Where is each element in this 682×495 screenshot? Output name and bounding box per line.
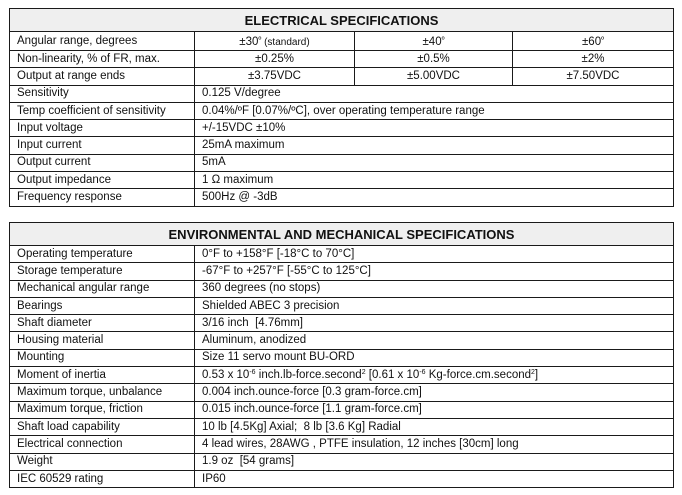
table-row — [10, 246, 674, 263]
row-value: 0.125 V/degree — [195, 85, 674, 102]
row-label: Moment of inertia — [10, 367, 195, 384]
table-row — [10, 154, 674, 171]
electrical-section-title: ELECTRICAL SPECIFICATIONS — [10, 9, 674, 32]
table-row — [10, 297, 674, 314]
row-label: Operating temperature — [10, 246, 195, 263]
row-label: Temp coefficient of sensitivity — [10, 102, 195, 119]
table-row — [10, 280, 674, 297]
table-row — [10, 315, 674, 332]
row-label: Maximum torque, friction — [10, 401, 195, 418]
table-row — [10, 349, 674, 366]
row-label: Mounting — [10, 349, 195, 366]
row-value: 360 degrees (no stops) — [195, 280, 674, 297]
row-label: Input voltage — [10, 120, 195, 137]
row-value: 0.04%/ºF [0.07%/ºC], over operating temperature range — [195, 102, 674, 119]
row-value: 5mA — [195, 154, 674, 171]
row-value: 0.015 inch.ounce-force [1.1 gram-force.cm] — [195, 401, 674, 418]
nonlinearity-60: ±2% — [513, 51, 674, 68]
output-60: ±7.50VDC — [513, 68, 674, 85]
moment-of-inertia-value: 0.53 x $10^{-6}$ inch.lb-force.second$^2$ [0.61 x $10^{-6}$ Kg-force.cm.second$^2$] — [195, 367, 674, 384]
table-row — [10, 51, 674, 68]
table-row — [10, 32, 674, 51]
row-value: 4 lead wires, 28AWG , PTFE insulation, 12 inches [30cm] long — [195, 436, 674, 453]
electrical-specifications-table — [9, 8, 674, 207]
row-label: Input current — [10, 137, 195, 154]
angular-range-30: $\pm 30^º$ (standard) — [195, 32, 355, 51]
environmental-section-title: ENVIRONMENTAL AND MECHANICAL SPECIFICATIONS — [10, 223, 674, 246]
output-40: ±5.00VDC — [355, 68, 513, 85]
table-row — [10, 418, 674, 435]
row-label: Mechanical angular range — [10, 280, 195, 297]
table-row — [10, 68, 674, 85]
row-value: 1.9 oz [54 grams] — [195, 453, 674, 470]
row-label: Sensitivity — [10, 85, 195, 102]
row-value: 10 lb [4.5Kg] Axial; 8 lb [3.6 Kg] Radial — [195, 418, 674, 435]
angular-range-60: $\pm 60^º$ — [513, 32, 674, 51]
row-value: -67°F to +257°F [-55°C to 125°C] — [195, 263, 674, 280]
angular-range-40: $\pm 40^º$ — [355, 32, 513, 51]
table-row — [10, 85, 674, 102]
table-row — [10, 367, 674, 384]
row-value: Aluminum, anodized — [195, 332, 674, 349]
table-row — [10, 401, 674, 418]
row-value: Size 11 servo mount BU-ORD — [195, 349, 674, 366]
row-label: Electrical connection — [10, 436, 195, 453]
row-label: Housing material — [10, 332, 195, 349]
row-label: Output at range ends — [10, 68, 195, 85]
row-label: Non-linearity, % of FR, max. — [10, 51, 195, 68]
row-label: Shaft diameter — [10, 315, 195, 332]
row-value: 0°F to +158°F [-18°C to 70°C] — [195, 246, 674, 263]
row-value: 3/16 inch [4.76mm] — [195, 315, 674, 332]
table-row — [10, 453, 674, 470]
row-value: 1 Ω maximum — [195, 172, 674, 189]
row-value: Shielded ABEC 3 precision — [195, 297, 674, 314]
row-label: Angular range, degrees — [10, 32, 195, 51]
table-row — [10, 172, 674, 189]
row-label: Frequency response — [10, 189, 195, 206]
table-row — [10, 120, 674, 137]
row-label: Shaft load capability — [10, 418, 195, 435]
row-value: 25mA maximum — [195, 137, 674, 154]
nonlinearity-30: ±0.25% — [195, 51, 355, 68]
row-value: IP60 — [195, 470, 674, 487]
row-value: 500Hz @ -3dB — [195, 189, 674, 206]
table-row — [10, 189, 674, 206]
table-row — [10, 332, 674, 349]
nonlinearity-40: ±0.5% — [355, 51, 513, 68]
output-30: ±3.75VDC — [195, 68, 355, 85]
row-value: 0.004 inch.ounce-force [0.3 gram-force.cm] — [195, 384, 674, 401]
table-row — [10, 436, 674, 453]
row-label: Maximum torque, unbalance — [10, 384, 195, 401]
table-row — [10, 263, 674, 280]
table-row — [10, 384, 674, 401]
row-label: Output current — [10, 154, 195, 171]
table-row — [10, 102, 674, 119]
row-label: Bearings — [10, 297, 195, 314]
table-row — [10, 137, 674, 154]
table-row — [10, 470, 674, 487]
environmental-mechanical-specifications-table — [9, 222, 674, 488]
row-label: Storage temperature — [10, 263, 195, 280]
row-value: +/-15VDC ±10% — [195, 120, 674, 137]
row-label: IEC 60529 rating — [10, 470, 195, 487]
row-label: Output impedance — [10, 172, 195, 189]
row-label: Weight — [10, 453, 195, 470]
